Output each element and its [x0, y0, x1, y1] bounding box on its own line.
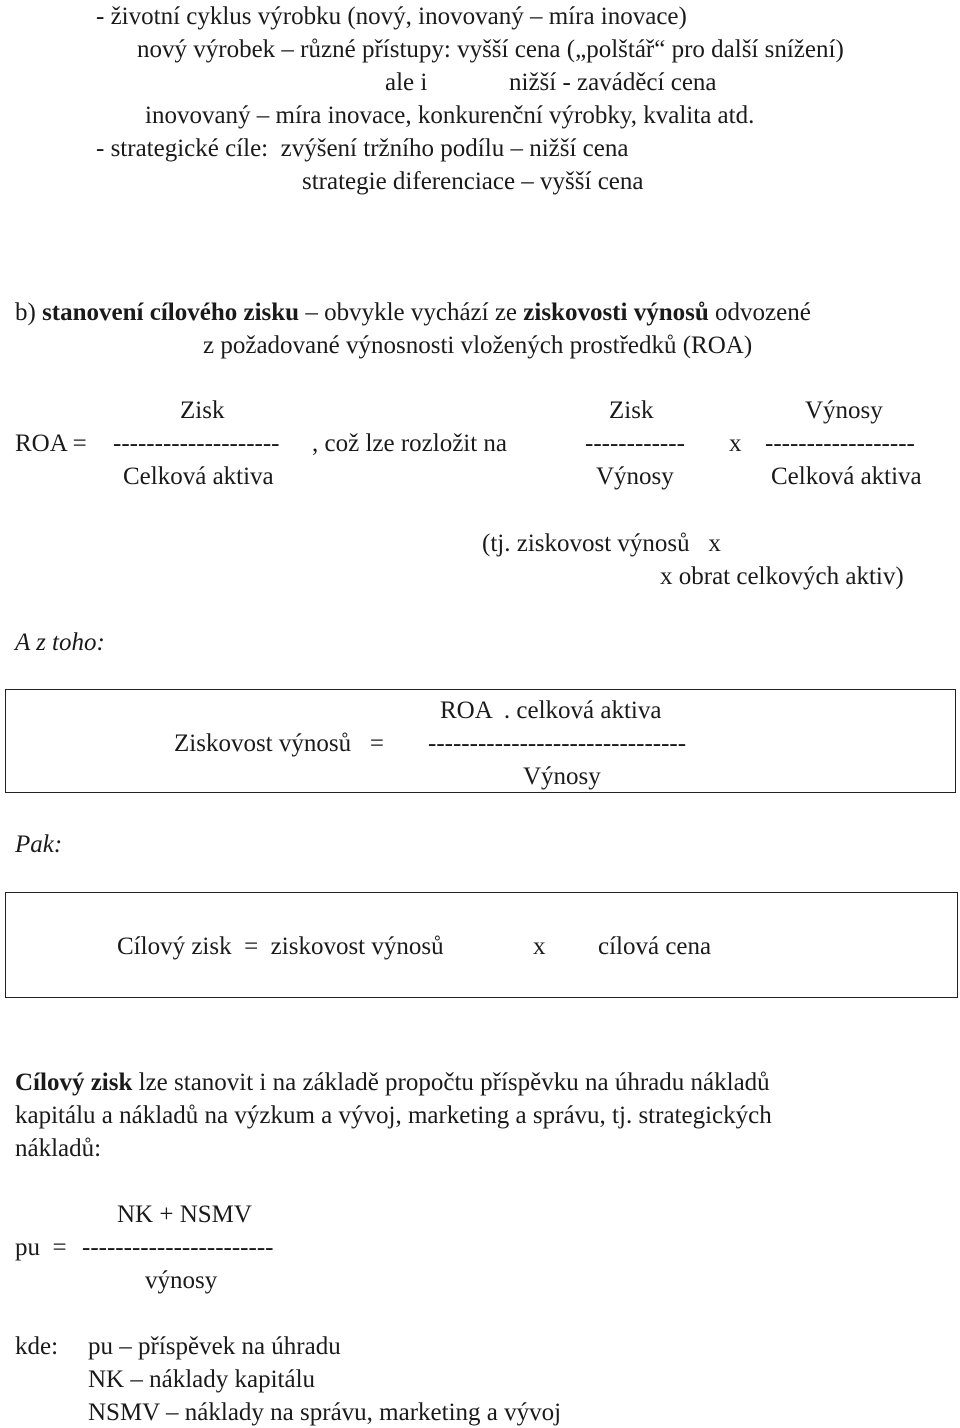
roa-fraction-line-1: -------------------- — [113, 430, 280, 457]
paragraph-line-2: kapitálu a nákladů na výzkum a vývoj, marketing a správu, tj. strategických — [15, 1102, 772, 1129]
paragraph-line-1 — [15, 1068, 770, 1098]
box1-lhs: Ziskovost výnosů = — [174, 730, 384, 757]
roa-denominator-2: Výnosy — [596, 463, 674, 490]
roa-fraction-line-2: ------------ — [585, 430, 685, 457]
roa-times: x — [729, 430, 742, 457]
section-b-bold-profitability: ziskovosti výnosů — [523, 299, 709, 326]
roa-lhs: ROA = — [15, 430, 87, 457]
section-b-prefix: b) — [15, 299, 43, 326]
pu-fraction-line: ----------------------- — [82, 1234, 274, 1261]
box1-fraction-line: ------------------------------- — [428, 730, 687, 757]
roa-numerator-3: Výnosy — [805, 397, 883, 424]
intro-line-1: - životní cyklus výrobku (nový, inovovaný – míra inovace) — [96, 3, 687, 30]
pak-label: Pak: — [15, 831, 63, 858]
roa-connector: , což lze rozložit na — [312, 430, 508, 457]
section-b-line-2: z požadované výnosnosti vložených prostředků (ROA) — [203, 332, 753, 359]
roa-fraction-line-3: ------------------ — [765, 430, 915, 457]
roa-denominator-3: Celková aktiva — [771, 463, 922, 490]
section-b-bold-target-profit: stanovení cílového zisku — [42, 299, 300, 326]
box2-times: x — [533, 933, 546, 960]
roa-note-2: x obrat celkových aktiv) — [660, 563, 904, 590]
box1-denominator: Výnosy — [523, 763, 601, 790]
intro-line-3a: ale i — [385, 69, 428, 96]
roa-numerator-2: Zisk — [609, 397, 654, 424]
legend-item-pu: pu – příspěvek na úhradu — [88, 1333, 341, 1360]
pu-lhs: pu = — [15, 1234, 67, 1261]
paragraph-bold-target-profit: Cílový zisk — [15, 1069, 133, 1096]
a-z-toho-label: A z toho: — [15, 629, 105, 656]
legend-item-nk: NK – náklady kapitálu — [88, 1366, 316, 1393]
box2-lhs: Cílový zisk = ziskovost výnosů — [117, 933, 444, 960]
intro-line-2: nový výrobek – různé přístupy: vyšší cena („polštář“ pro další snížení) — [137, 36, 844, 63]
section-b-suffix: odvozené — [708, 299, 811, 326]
box2-rhs: cílová cena — [598, 933, 712, 960]
paragraph-line-3: nákladů: — [15, 1135, 102, 1162]
box1-numerator: ROA . celková aktiva — [440, 697, 662, 724]
legend-label: kde: — [15, 1333, 59, 1360]
section-b-heading — [15, 298, 811, 328]
intro-line-6: strategie diferenciace – vyšší cena — [302, 168, 644, 195]
intro-line-4: inovovaný – míra inovace, konkurenční výrobky, kvalita atd. — [145, 102, 755, 129]
roa-denominator-1: Celková aktiva — [123, 463, 274, 490]
paragraph-rest-1: lze stanovit i na základě propočtu příspěvku na úhradu nákladů — [132, 1069, 770, 1096]
section-b-mid: – obvykle vychází ze — [299, 299, 524, 326]
roa-numerator-1: Zisk — [180, 397, 225, 424]
roa-note-1: (tj. ziskovost výnosů x — [482, 530, 721, 557]
pu-denominator: výnosy — [145, 1267, 218, 1294]
pu-numerator: NK + NSMV — [117, 1201, 252, 1228]
intro-line-5: - strategické cíle: zvýšení tržního podílu – nižší cena — [96, 135, 629, 162]
legend-item-nsmv: NSMV – náklady na správu, marketing a vývoj — [88, 1399, 562, 1426]
intro-line-3b: nižší - zaváděcí cena — [509, 69, 717, 96]
